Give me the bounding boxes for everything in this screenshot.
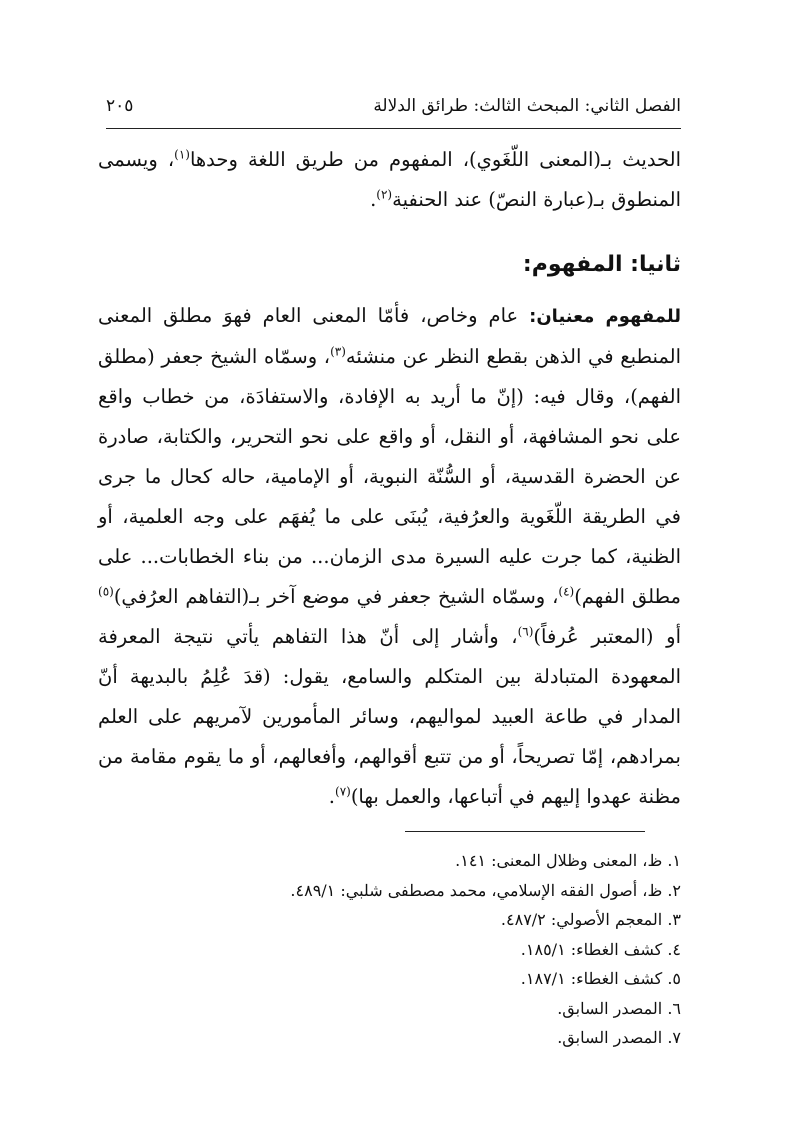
footnotes-list <box>98 846 681 1053</box>
intro-text-1: الحديث بـ(المعنى اللّغَوي)، المفهوم من طريق اللغة وحدها <box>189 148 681 171</box>
main-text-3: ، وسمّاه الشيخ جعفر في موضع آخر بـ(التفاهم العرُفي) <box>113 585 559 608</box>
footnote-item: ٥. كشف الغطاء: ١٨٧/١. <box>520 969 681 988</box>
lead-term: للمفهوم معنيان: <box>529 306 681 327</box>
footnote-ref-2: (٢) <box>376 187 393 202</box>
main-text-4: أو (المعتبر عُرفاً) <box>533 625 682 648</box>
main-text-5: ، وأشار إلى أنّ هذا التفاهم يأتي نتيجة المعرفة المعهودة المتبادلة بين المتكلم والسامع، يقول: (قدَ عُلِمُ بالبديهة أنّ المدار في طاعة العبيد لمواليهم، وسائر المأمورين لآمريهم على العلم بمرادهم، إمّا تصريحاً، أو من تتبع أقوالهم، وأفعالهم، أو ما يقوم مقامة من مظنة عهدوا إليهم في أتباعها، والعمل بها) <box>98 625 681 808</box>
intro-text-2: ، ويسمى المنطوق بـ(عبارة النصّ) عند الحنفية <box>98 148 681 211</box>
section-heading: ثانيا: المفهوم: <box>522 252 681 277</box>
footnote-item: ٧. المصدر السابق. <box>557 1028 681 1047</box>
main-text-2: ، وسمّاه الشيخ جعفر (مطلق الفهم)، وقال فيه: (إنّ ما أريد به الإفادة، والاستفادَة، من خطاب واقع على نحو المشافهة، أو النقل، أو واقع على نحو التحرير، والكتابة، صادرة عن الحضرة القدسية، أو السُّنّة النبوية، أو الإمامية، حاله كحال ما جرى في الطريقة اللّغَوية والعرُفية، يُبنَى على ما يُفهَم على وجه العلمية، أو الظنية، كما جرت عليه السيرة مدى الزمان... من بناء الخطابات... على مطلق الفهم) <box>98 345 681 608</box>
footnote-item: ١. ظ، المعنى وظلال المعنى: ١٤١. <box>455 851 681 870</box>
footnote-item: ٢. ظ، أصول الفقه الإسلامي، محمد مصطفى شلبي: ٤٨٩/١. <box>290 880 681 900</box>
footnote-ref-1: (١) <box>174 147 190 162</box>
footnote-ref-3: (٣) <box>330 344 346 359</box>
page-number: ٢٠٥ <box>106 96 134 116</box>
footnote-ref-5: (٥) <box>98 584 114 599</box>
footnote-separator <box>405 831 645 832</box>
header-rule <box>106 128 681 129</box>
footnote-item: ٤. كشف الغطاء: ١٨٥/١. <box>520 939 681 959</box>
main-text-1: عام وخاص، فأمّا المعنى العام فهوَ مطلق المعنى المنطبع في الذهن بقطع النظر عن منشئه <box>98 304 681 368</box>
footnote-ref-6: (٦) <box>517 624 534 639</box>
footnote-item: ٣. المعجم الأصولي: ٤٨٧/٢. <box>500 910 681 929</box>
intro-paragraph <box>98 140 681 220</box>
footnote-item: ٦. المصدر السابق. <box>557 998 681 1018</box>
running-header <box>106 96 681 116</box>
main-text-6: . <box>328 785 335 808</box>
running-title: الفصل الثاني: المبحث الثالث: طرائق الدلالة <box>373 96 681 116</box>
footnote-ref-7: (٧) <box>335 784 351 799</box>
footnote-ref-4: (٤) <box>558 584 575 599</box>
intro-text-3: . <box>370 188 377 211</box>
main-paragraph <box>98 296 681 817</box>
